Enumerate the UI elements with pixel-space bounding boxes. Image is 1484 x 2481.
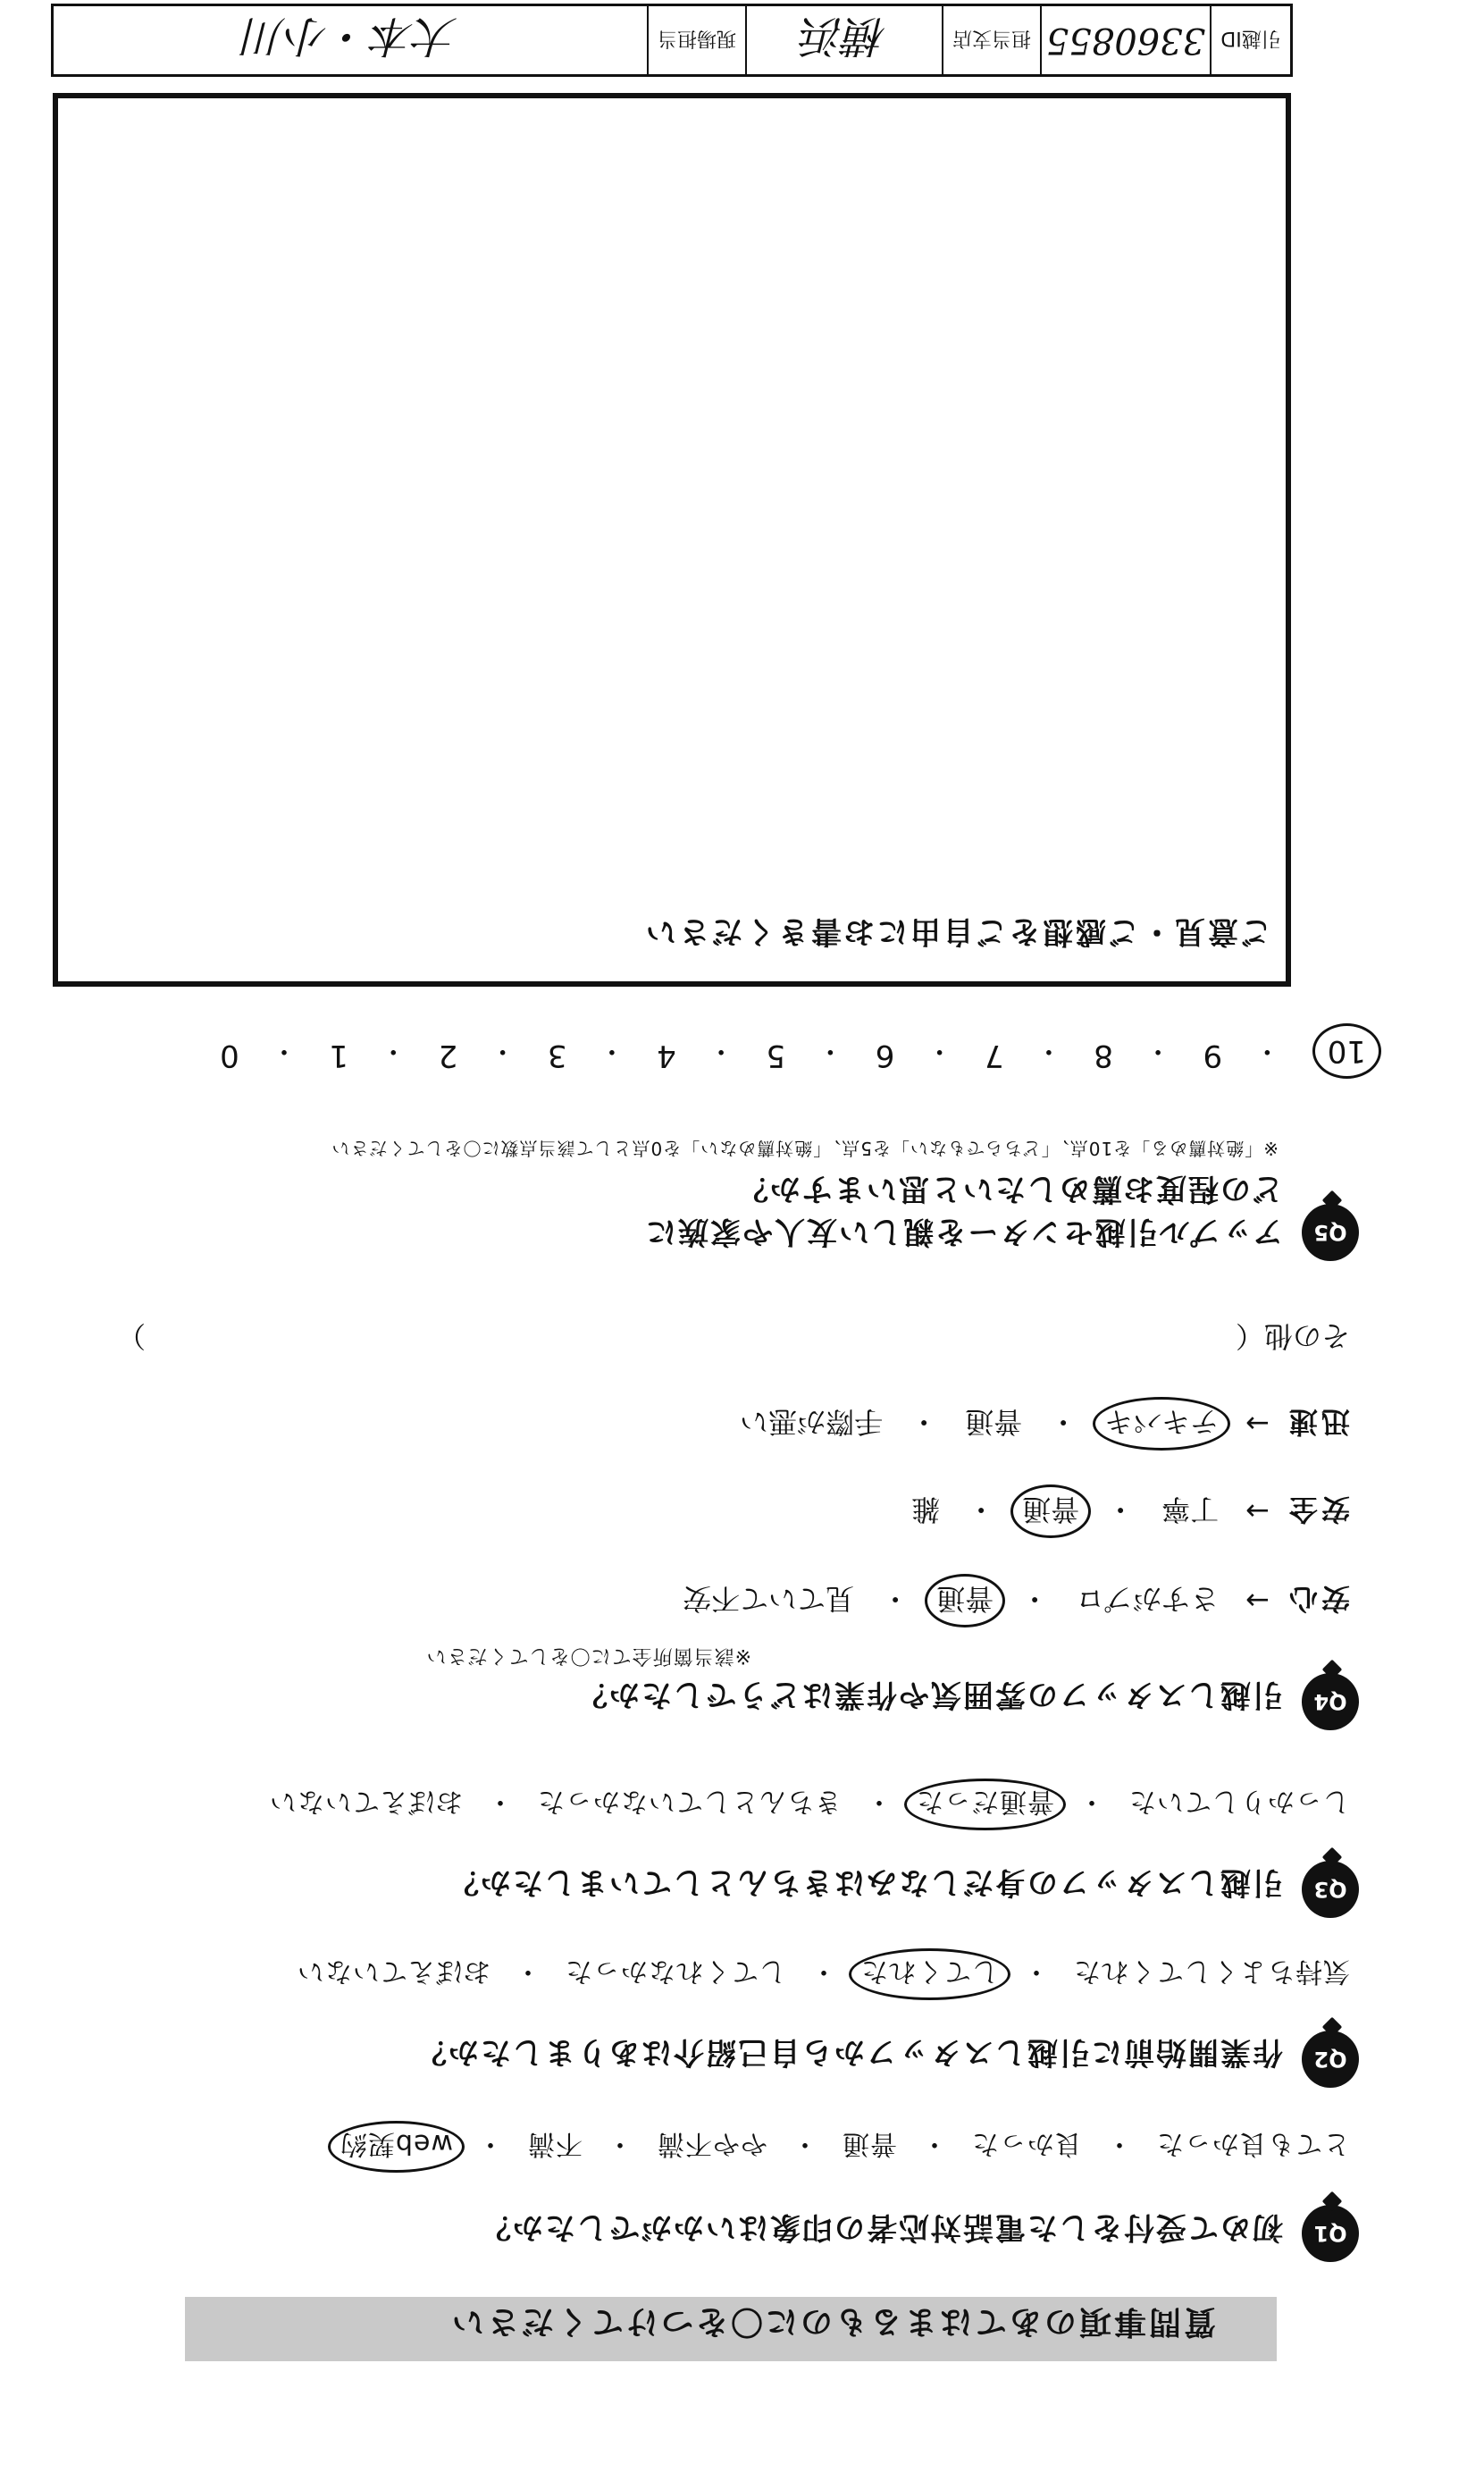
q4-text: 引越しスタッフの雰囲気や作業はどうでしたか？ bbox=[575, 1677, 1283, 1712]
q3-option[interactable]: おぼえていない bbox=[269, 1786, 463, 1817]
admin-branch-label: 担当支店 bbox=[942, 6, 1040, 74]
q4-row-jinsoku: 迅速 → テキパキ ・ 普通 ・ 手際が悪い bbox=[740, 1403, 1350, 1444]
q5-score[interactable]: 5 bbox=[766, 1038, 786, 1073]
q5-score-circled[interactable]: 10 bbox=[1312, 1023, 1381, 1079]
admin-id-value: 3360855 bbox=[1040, 6, 1210, 74]
q4-other-close: ） bbox=[117, 1319, 147, 1353]
q4-row-anzen: 安全 → 丁寧 ・ 普通 ・ 雑 bbox=[911, 1491, 1350, 1532]
q4-option[interactable]: 雑 bbox=[911, 1493, 941, 1526]
q2-badge: Q2 bbox=[1302, 2031, 1359, 2088]
admin-leader-value: 大本・小川 bbox=[243, 11, 458, 62]
q4-option-circled[interactable]: 普通 bbox=[925, 1574, 1005, 1627]
q3-text: 引越しスタッフの身だしなみはきちんとしていましたか？ bbox=[447, 1864, 1283, 1900]
q3-option-circled[interactable]: 普通だった bbox=[904, 1779, 1066, 1830]
q4-option[interactable]: さすがプロ bbox=[1076, 1582, 1220, 1616]
q4-row-label: 安心 bbox=[1285, 1582, 1350, 1616]
q5-scale: 10 ・ 9 ・ 8 ・ 7 ・ 6 ・ 5 ・ 4 ・ 3 ・ 2 ・ 1 ・ 0 bbox=[220, 1029, 1381, 1073]
q4-option[interactable]: 丁寧 bbox=[1161, 1493, 1220, 1526]
q5-text-line2: どの程度お薦めしたいと思いますか？ bbox=[736, 1171, 1283, 1207]
q5-score[interactable]: 3 bbox=[547, 1038, 567, 1073]
q5-score[interactable]: 7 bbox=[984, 1038, 1004, 1073]
q1-option[interactable]: とても良かった bbox=[1156, 2128, 1350, 2159]
q2-options: 気持ちよくしてくれた ・ してくれた ・ してくれなかった ・ おぼえていない bbox=[297, 1955, 1350, 1994]
q2-text: 作業開始前に引越しスタッフから自己紹介はありましたか？ bbox=[415, 2034, 1283, 2070]
admin-leader-label: 現場担当 bbox=[647, 6, 745, 74]
q1-option[interactable]: 不満 bbox=[527, 2128, 583, 2159]
arrow-icon: → bbox=[1245, 1407, 1270, 1441]
q5-badge: Q5 bbox=[1302, 1204, 1359, 1261]
q5-score[interactable]: 9 bbox=[1203, 1038, 1223, 1073]
q1-text: 初めて受付をした電話対応者の印象はいかがでしたか？ bbox=[479, 2209, 1283, 2245]
q5-score[interactable]: 0 bbox=[220, 1038, 239, 1073]
q1-options: とても良かった ・ 良かった ・ 普通 ・ やや不満 ・ 不満 ・ web契約 bbox=[340, 2127, 1350, 2166]
q4-other-label: その他（ bbox=[1235, 1319, 1350, 1353]
q5-note: ※「絶対薦める」を10点、「どちらでもない」を5点、「絶対薦めない」を0点として該当点数に〇をしてください bbox=[331, 1138, 1279, 1159]
admin-branch-value: 横浜 bbox=[745, 6, 942, 74]
q3-badge: Q3 bbox=[1302, 1861, 1359, 1918]
q5-score[interactable]: 2 bbox=[438, 1038, 458, 1073]
arrow-icon: → bbox=[1245, 1494, 1270, 1528]
q4-other bbox=[117, 1317, 1350, 1358]
q1-option[interactable]: 良かった bbox=[971, 2128, 1082, 2159]
q4-row-label: 迅速 bbox=[1285, 1405, 1350, 1439]
q2-option[interactable]: おぼえていない bbox=[297, 1955, 490, 1987]
admin-table bbox=[51, 4, 1293, 77]
q3-option[interactable]: しっかりしていた bbox=[1128, 1786, 1350, 1817]
q1-option-circled[interactable]: web契約 bbox=[328, 2121, 465, 2173]
q4-option[interactable]: 普通 bbox=[965, 1405, 1023, 1439]
arrow-icon: → bbox=[1245, 1584, 1270, 1618]
q3-options: しっかりしていた ・ 普通だった ・ きちんとしていなかった ・ おぼえていない bbox=[269, 1785, 1350, 1824]
q4-row-anshin: 安心 → さすがプロ ・ 普通 ・ 見ていて不安 bbox=[683, 1580, 1350, 1621]
q1-option[interactable]: 普通 bbox=[842, 2128, 897, 2159]
q5-score[interactable]: 1 bbox=[329, 1038, 348, 1073]
q2-option[interactable]: してくれなかった bbox=[565, 1955, 786, 1987]
q4-option-circled[interactable]: テキパキ bbox=[1093, 1397, 1230, 1451]
q2-option-circled[interactable]: してくれた bbox=[849, 1948, 1010, 2000]
comments-box[interactable] bbox=[53, 93, 1291, 987]
q1-option[interactable]: やや不満 bbox=[657, 2128, 767, 2159]
q4-option-circled[interactable]: 普通 bbox=[1010, 1484, 1091, 1538]
q3-option[interactable]: きちんとしていなかった bbox=[537, 1786, 842, 1817]
q4-option[interactable]: 見ていて不安 bbox=[683, 1582, 855, 1616]
comments-label: ご意見・ご感想をご自由にお書きください bbox=[643, 913, 1271, 949]
q4-option[interactable]: 手際が悪い bbox=[740, 1405, 884, 1439]
q5-score[interactable]: 8 bbox=[1094, 1038, 1113, 1073]
admin-id-label: 引越ID bbox=[1210, 6, 1290, 74]
q5-score[interactable]: 6 bbox=[875, 1038, 895, 1073]
q5-text-line1: アップル引越センターを親しい友人や家族に bbox=[644, 1214, 1283, 1249]
q1-badge: Q1 bbox=[1302, 2205, 1359, 2262]
q5-score[interactable]: 4 bbox=[657, 1038, 676, 1073]
q2-option[interactable]: 気持ちよくしてくれた bbox=[1073, 1955, 1350, 1987]
instruction-text: 質問事項のあてはまるものに〇をつけてください bbox=[449, 2303, 1216, 2340]
q4-badge: Q4 bbox=[1302, 1673, 1359, 1730]
q4-note: ※該当箇所全てに〇をしてください bbox=[425, 1644, 751, 1667]
q4-row-label: 安全 bbox=[1285, 1493, 1350, 1526]
